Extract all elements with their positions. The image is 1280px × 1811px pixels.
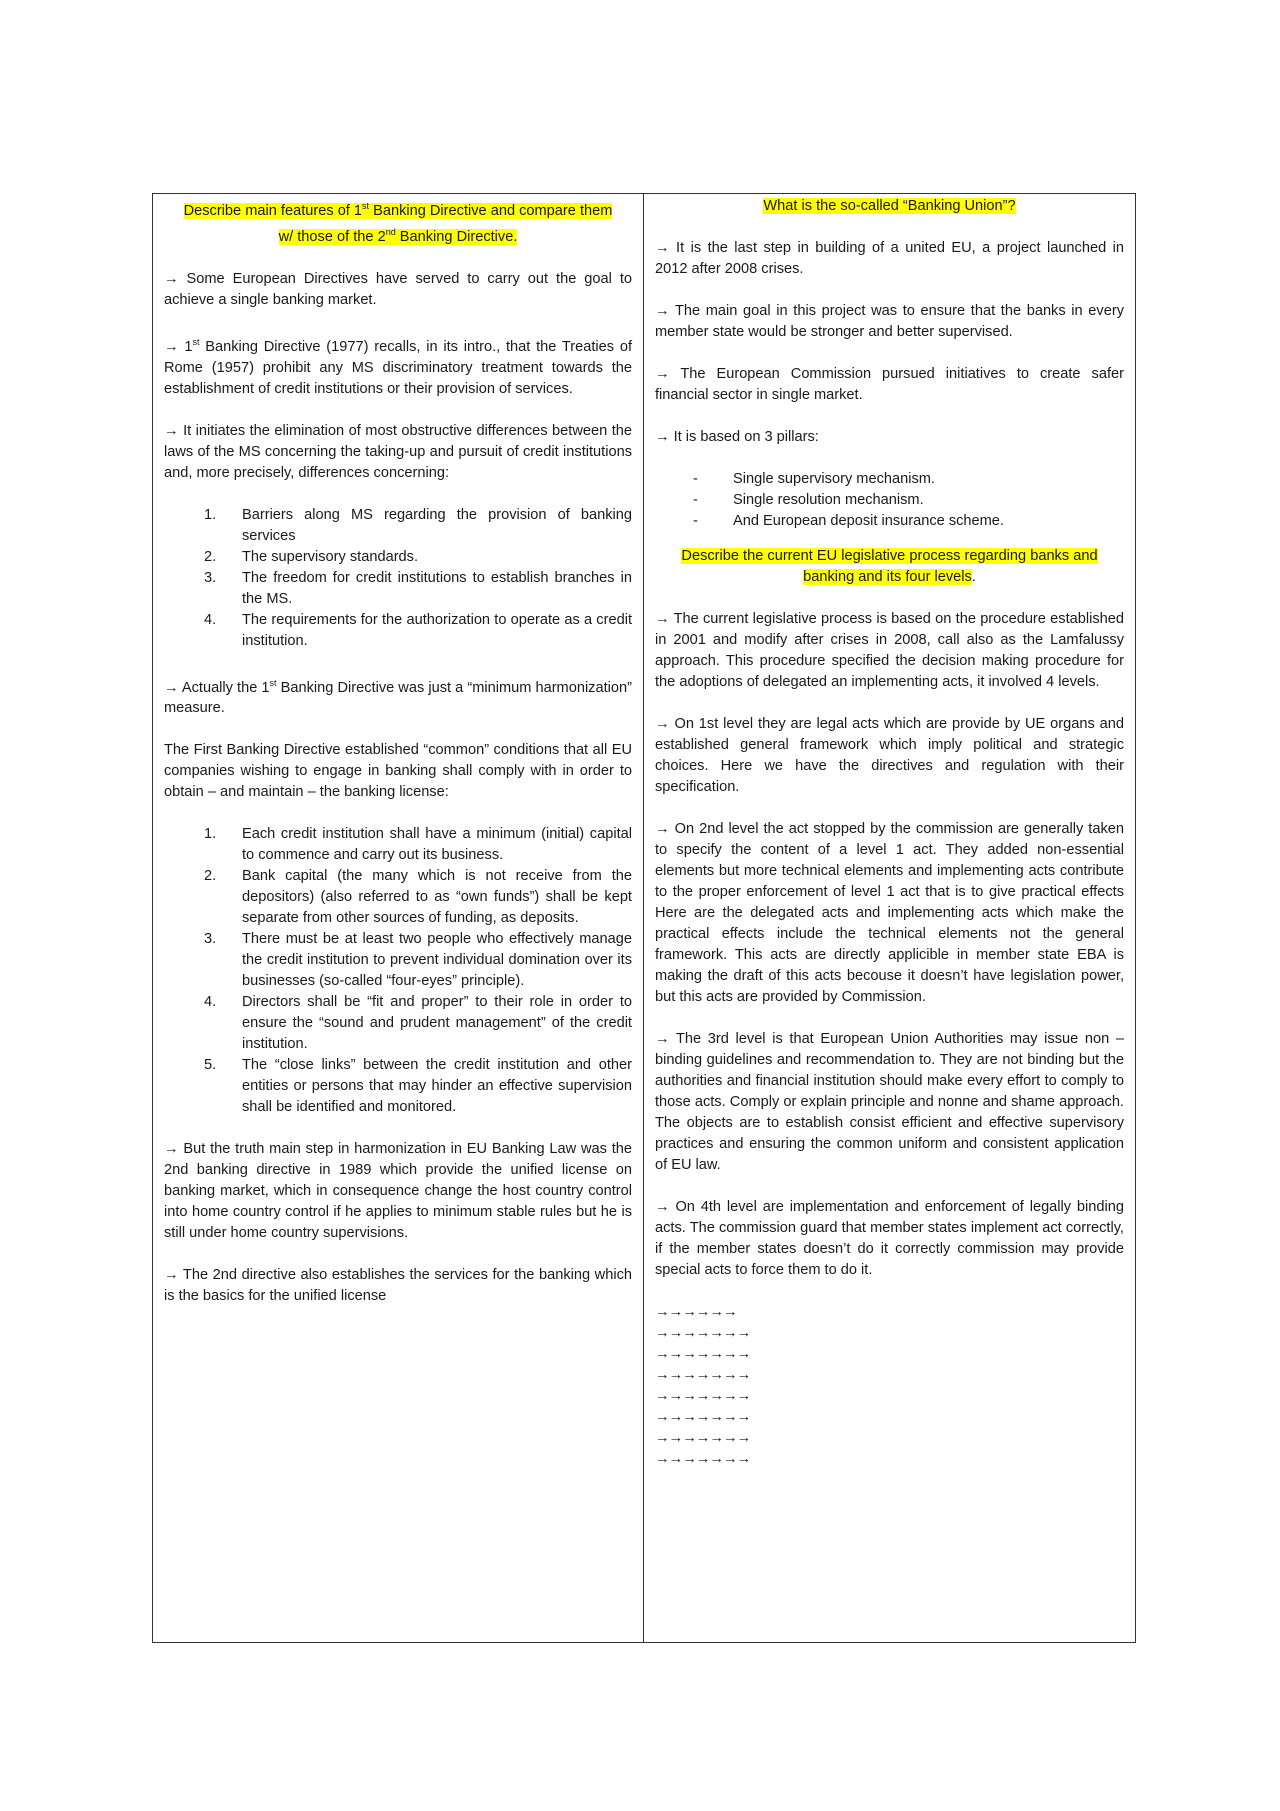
left-paragraph: → The 2nd directive also establishes the services for the banking which is the basics for the unified license — [164, 1267, 632, 1305]
list-marker: 2. — [204, 548, 217, 565]
list-item — [164, 866, 632, 929]
list-marker: 5. — [204, 1057, 217, 1074]
right-question-heading-2: Describe the current EU legislative process regarding banks and banking and its four levels. — [681, 548, 1098, 585]
list-item — [164, 568, 632, 610]
list-item — [655, 490, 1124, 511]
list-item-text: The “close links” between the credit institution and other entities or persons that may hinder an effective supervision shall be identified and monitored. — [242, 1057, 632, 1116]
list-marker: - — [693, 492, 698, 508]
list-item-text: Bank capital (the many which is not receive from the depositors) (also referred to as “own funds”) shall be kept separate from other sources of funding, as deposits. — [242, 868, 632, 927]
right-paragraph: → The current legislative process is based on the procedure established in 2001 and modify after crises in 2008, call also as the Lamfalussy approach. This procedure specified the decision making procedure for the adoptions of delegated an implementing acts, it involved 4 levels. — [655, 611, 1124, 690]
list-item-text: Barriers along MS regarding the provision of banking services — [242, 506, 632, 544]
arrow-line: →→→→→→→ — [655, 1325, 751, 1341]
arrow-line: →→→→→→→ — [655, 1451, 751, 1467]
list-item-text: Each credit institution shall have a minimum (initial) capital to commence and carry out its business. — [242, 826, 632, 864]
list-item-text: The supervisory standards. — [242, 548, 419, 565]
arrows-block — [655, 1302, 1124, 1470]
pillars-list — [655, 469, 1124, 532]
right-paragraph: → The European Commission pursued initiatives to create safer financial sector in single market. — [655, 366, 1124, 403]
list-item-text: Single resolution mechanism. — [733, 492, 924, 508]
right-paragraph: → On 2nd level the act stopped by the commission are generally taken to specify the content of a level 1 act. They added non-essential elements but more technical elements and implementing acts contribute to the proper enforcement of level 1 act that is to give practical effects Here are the delegated acts and implementing acts which make the practical effects include the technical elements not the general framework. This acts are directly applicible in member state EBA is making the draft of this acts becouse it doesn’t have legislation power, but this acts are provided by Commission. — [655, 821, 1124, 1005]
right-paragraph: → On 4th level are implementation and enforcement of legally binding acts. The commission guard that member states implement act correctly, if the member states doesn’t do it correctly commission may provide special acts to force them to do it. — [655, 1199, 1124, 1278]
list-item-text: The requirements for the authorization to operate as a credit institution. — [242, 611, 632, 649]
right-paragraph: → The main goal in this project was to ensure that the banks in every member state would be stronger and better supervised. — [655, 303, 1124, 340]
list-marker: - — [693, 471, 698, 487]
list-marker: 3. — [204, 931, 217, 948]
left-paragraph: → It initiates the elimination of most obstructive differences between the laws of the MS concerning the taking-up and pursuit of credit institutions and, more precisely, differences concerning: — [164, 422, 632, 481]
license-conditions-list — [164, 824, 632, 1118]
list-marker: 1. — [204, 506, 217, 523]
list-item-text: And European deposit insurance scheme. — [733, 513, 1004, 529]
right-question-heading: What is the so-called “Banking Union”? — [763, 198, 1016, 214]
list-item — [164, 547, 632, 568]
left-paragraph: → Some European Directives have served to carry out the goal to achieve a single banking market. — [164, 270, 632, 308]
arrow-line: →→→→→→ — [655, 1304, 737, 1320]
list-marker: 4. — [204, 994, 217, 1011]
left-paragraph: → 1st Banking Directive (1977) recalls, in its intro., that the Treaties of Rome (1957) prohibit any MS discriminatory treatment towards the establishment of credit institutions or their provision of services. — [164, 336, 632, 397]
list-marker: 1. — [204, 826, 217, 843]
left-paragraph: → Actually the 1st Banking Directive was just a “minimum harmonization” measure. — [164, 677, 632, 717]
right-paragraph: → The 3rd level is that European Union Authorities may issue non – binding guidelines and recommendation to. They are not binding but the authorities and financial institution should make every effort to comply to those acts. Comply or explain principle and nonne and shame approach. The objects are to establish consist efficient and effective supervisory practices and ensuring the common uniform and consistent application of EU law. — [655, 1031, 1124, 1173]
list-item — [655, 511, 1124, 532]
list-marker: 4. — [204, 611, 217, 628]
right-paragraph: → On 1st level they are legal acts which are provide by UE organs and established general framework which imply political and strategic choices. Here we have the directives and regulation with their specification. — [655, 716, 1124, 795]
list-item-text: Directors shall be “fit and proper” to their role in order to ensure the “sound and prudent management” of the credit institution. — [242, 994, 632, 1053]
right-column — [644, 194, 1135, 1642]
list-item — [164, 992, 632, 1055]
list-marker: 2. — [204, 868, 217, 885]
list-item-text: The freedom for credit institutions to establish branches in the MS. — [242, 569, 632, 607]
arrow-line: →→→→→→→ — [655, 1409, 751, 1425]
arrow-line: →→→→→→→ — [655, 1346, 751, 1362]
list-marker: 3. — [204, 569, 217, 586]
list-item-text: There must be at least two people who effectively manage the credit institution to prevent individual domination over its businesses (so-called “four-eyes” principle). — [242, 931, 632, 990]
list-item — [164, 505, 632, 547]
arrow-line: →→→→→→→ — [655, 1430, 751, 1446]
left-question-heading: Describe main features of 1st Banking Directive and compare them w/ those of the 2nd Banking Directive. — [183, 201, 613, 245]
list-item — [164, 929, 632, 992]
list-item — [164, 824, 632, 866]
differences-list — [164, 505, 632, 652]
arrow-line: →→→→→→→ — [655, 1388, 751, 1404]
right-paragraph: → It is the last step in building of a united EU, a project launched in 2012 after 2008 crises. — [655, 240, 1124, 277]
list-item — [655, 469, 1124, 490]
list-item — [164, 1055, 632, 1118]
left-paragraph: → But the truth main step in harmonization in EU Banking Law was the 2nd banking directive in 1989 which provide the unified license on banking market, which in consequence change the host country control into home country control if he applies to minimum stable rules but he is still under home country supervisions. — [164, 1141, 632, 1242]
two-column-table — [152, 193, 1136, 1643]
list-item-text: Single supervisory mechanism. — [733, 471, 935, 487]
arrow-line: →→→→→→→ — [655, 1367, 751, 1383]
left-column — [153, 194, 644, 1642]
list-item — [164, 610, 632, 652]
left-paragraph: The First Banking Directive established “common” conditions that all EU companies wishing to engage in banking shall comply with in order to obtain – and maintain – the banking license: — [164, 742, 632, 801]
right-paragraph: → It is based on 3 pillars: — [655, 429, 819, 445]
list-marker: - — [693, 513, 698, 529]
